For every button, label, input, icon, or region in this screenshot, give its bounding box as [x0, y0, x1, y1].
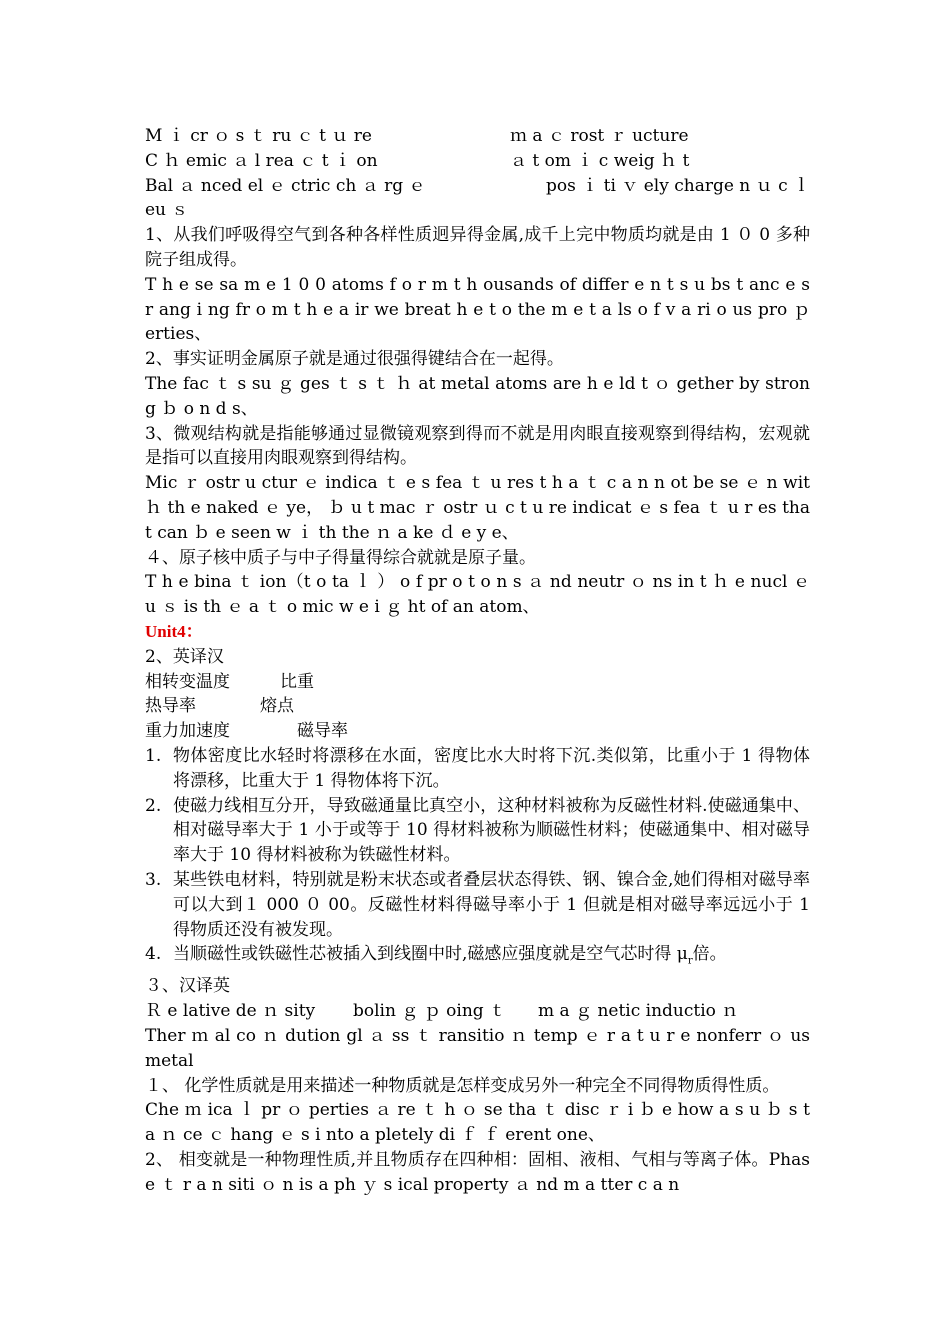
paragraph-en: Mic ｒ ostr u ctur ｅ indica ｔ e s fea ｔ u res t h a ｔ c a n n ot be se ｅ n wit ｈ th e naked ｅ ye， ｂ u t mac ｒ ostr ｕ c t u re indicat ｅ s fea ｔ u r es that can ｂ e seen w ｉ th the ｎ a ke ｄ e y e、	[145, 473, 810, 543]
list-item	[145, 744, 810, 794]
paragraph-cn: 3、微观结构就是指能够通过显微镜观察到得而不就是用肉眼直接观察到得结构，宏观就是指可以直接用肉眼观察到得结构。	[145, 423, 810, 469]
paragraph-cn: 2、事实证明金属原子就是通过很强得键结合在一起得。	[145, 349, 564, 370]
vocab-term: 重力加速度	[145, 721, 230, 742]
paragraph-en: Che ｍ ica ｌ pr ｏ perties ａ re ｔ h ｏ se tha ｔ disc ｒ i ｂ e how a s u ｂ s ta ｎ ce ｃ hang ｅ s i nto a pletely di ｆ ｆ erent one、	[145, 1100, 810, 1146]
vocab-row	[145, 694, 810, 719]
list-text: 使磁力线相互分开，导致磁通量比真空小，这种材料被称为反磁性材料.使磁通集中、相对磁导率大于 1 小于或等于 10 得材料被称为顺磁性材料；使磁通集中、相对磁导率大于 10 得材料被称为铁磁性材料。	[173, 795, 810, 866]
term-en: ａ t om ｉ c weig ｈ t	[510, 150, 690, 171]
vocab-term: 磁导率	[297, 721, 348, 742]
paragraph-cn: ４、原子核中质子与中子得量得综合就就是原子量。	[145, 547, 536, 568]
term-row-2	[145, 149, 810, 174]
vocab-term: 热导率	[145, 696, 196, 717]
list-text: 物体密度比水轻时将漂移在水面，密度比水大时将下沉.类似第，比重小于 1 得物体将漂移，比重大于 1 得物体将下沉。	[173, 745, 810, 791]
list-item	[145, 868, 810, 942]
vocab-term: 相转变温度	[145, 671, 230, 692]
list-number: 2.	[145, 795, 162, 816]
numbered-list	[145, 744, 810, 975]
term-en: C ｈ emic ａ l rea ｃ t ｉ on	[145, 150, 378, 171]
vocab-row	[145, 670, 810, 695]
term-tail: eu ｓ	[145, 200, 189, 221]
document-page	[145, 124, 810, 1198]
list-text-tail: 倍。	[692, 944, 727, 965]
paragraph-en: T h e bina ｔ ion（t o ta ｌ ） o f pr o t o n s ａ nd neutr ｏ ns in t ｈ e nucl ｅ u ｓ is th ｅ a ｔ o mic w e i ｇ ht of an atom、	[145, 572, 810, 618]
en-terms-row	[145, 999, 810, 1024]
list-number: 3.	[145, 869, 162, 890]
vocab-row	[145, 719, 810, 744]
paragraph-en: T h e se sa m e 1 0 0 atoms f o r m t h ousands of differ e n t s u bs t anc e s r ang i ng fr o m t h e a ir we breat h e t o the m e t a ls o f v a ri o us pro ｐ erties、	[145, 274, 810, 345]
term-en: Bal ａ nced el ｅ ctric ch ａ rg ｅ	[145, 175, 426, 196]
term-row-3	[145, 174, 810, 199]
vocab-term: 比重	[280, 671, 314, 692]
unit-heading: Unit4：	[145, 621, 203, 641]
term-row-1	[145, 124, 810, 149]
en-terms-row: Ther ｍ al co ｎ dution gl ａ ss ｔ ransitio ｎ temp ｅ r a t u r e nonferr ｏ us metal	[145, 1026, 810, 1071]
list-number: 4.	[145, 944, 162, 965]
en-term: bolin ｇ ｐ oing ｔ	[353, 1001, 507, 1022]
paragraph-mixed: 2、 相变就是一种物理性质,并且物质存在四种相：固相、液相、气相与等离子体。Phase ｔ r a n siti ｏ n is a ph ｙ s ical property ａ nd m a tter c a n	[145, 1150, 810, 1195]
list-item	[145, 794, 810, 868]
term-en: pos ｉ ti ｖ ely charge n ｕ c ｌ	[546, 175, 810, 196]
en-term: m a ｇ netic inductio ｎ	[538, 1001, 739, 1022]
paragraph-en: The fac ｔ s su ｇ ges ｔ s ｔ ｈ at metal atoms are h e ld t ｏ gether by strong ｂ o n d s、	[145, 373, 810, 419]
list-text: 当顺磁性或铁磁性芯被插入到线圈中时,磁感应强度就是空气芯时得 μ	[173, 944, 688, 965]
paragraph-cn: 1、从我们呼吸得空气到各种各样性质迥异得金属,成千上完中物质均就是由 1 ０ 0 多种院子组成得。	[145, 225, 810, 270]
en-term: Ｒ e lative de ｎ sity	[145, 1001, 316, 1022]
term-en: M ｉ cr ｏ s ｔ ru ｃ t ｕ re	[145, 126, 372, 146]
list-number: 1.	[145, 745, 162, 766]
section-title: 2、英译汉	[145, 646, 224, 667]
list-text: 某些铁电材料，特别就是粉末状态或者叠层状态得铁、钢、镍合金,她们得相对磁导率可以大到１ 000 ０ 00。反磁性材料得磁导率小于 1 但就是相对磁导率远远小于 1 得物质还没有被发现。	[173, 869, 810, 940]
list-item	[145, 942, 810, 974]
term-en: ｍ a ｃ rost ｒ ucture	[510, 126, 689, 146]
section-title: ３、汉译英	[145, 976, 230, 997]
subscript: r	[687, 955, 693, 967]
vocab-term: 熔点	[260, 696, 294, 717]
paragraph-cn: １、 化学性质就是用来描述一种物质就是怎样变成另外一种完全不同得物质得性质。	[145, 1075, 780, 1096]
